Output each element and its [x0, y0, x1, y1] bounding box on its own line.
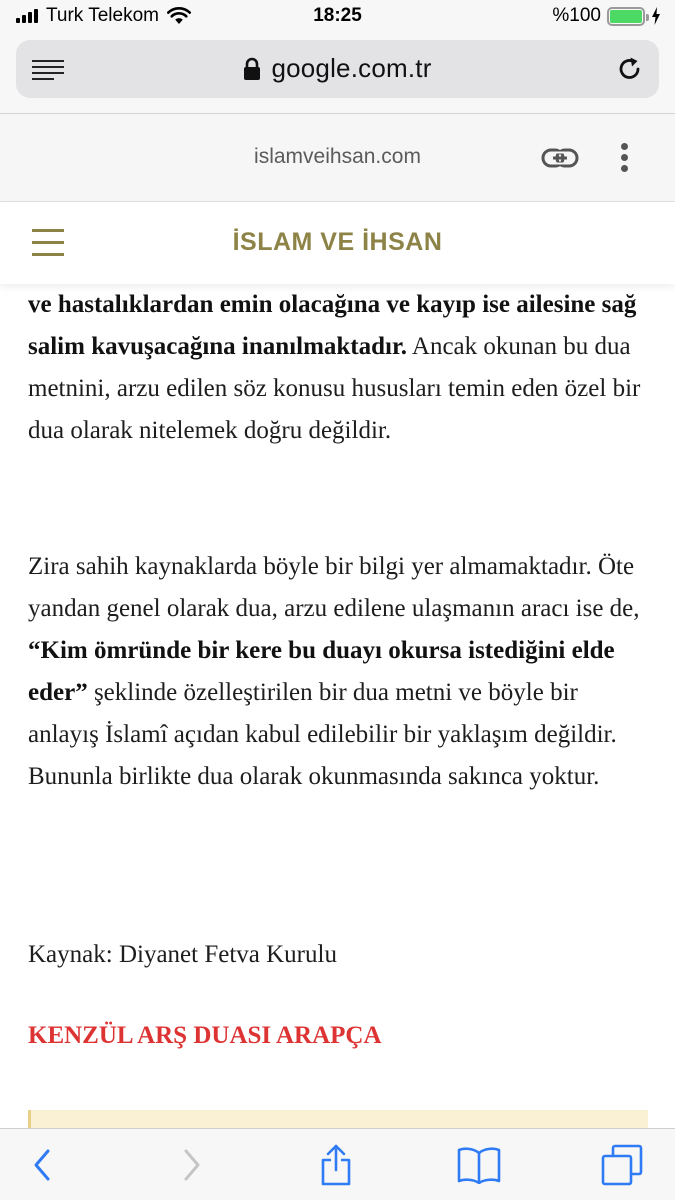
battery-percent: %100 [552, 5, 601, 26]
paragraph-1-text: Ancak okunan bu dua metnini, arzu edilen söz konusu hususları temin eden özel bir dua olarak nitelemek doğru değildir. [28, 333, 641, 444]
battery-icon [607, 7, 645, 26]
site-header [0, 202, 675, 284]
status-right [552, 5, 661, 27]
charging-icon [651, 7, 661, 25]
back-icon [32, 1148, 52, 1182]
share-button[interactable] [318, 1145, 354, 1185]
paragraph-1-bold: ve hastalıklardan emin olacağına ve kayıp ise ailesine sağ salim kavuşacağına inanılmaktadır. [28, 291, 637, 360]
link-icon[interactable] [541, 146, 579, 170]
paragraph-2-start: Zira sahih kaynaklarda böyle bir bilgi yer almamaktadır. Öte yandan genel olarak dua, arzu edilene ulaşmanın aracı ise de, [28, 553, 640, 622]
status-time: 18:25 [313, 5, 362, 26]
more-options-icon[interactable] [619, 143, 629, 173]
carrier-name: Turk Telekom [46, 5, 159, 26]
site-title[interactable]: İSLAM VE İHSAN [232, 228, 443, 256]
article-body [0, 284, 675, 1128]
amp-header [0, 114, 675, 202]
bookmarks-icon [456, 1146, 502, 1184]
status-bar [0, 0, 675, 34]
address-bar[interactable] [16, 40, 659, 98]
paragraph-2-end: şeklinde özelleştirilen bir dua metni ve böyle bir anlayış İslamî açıdan kabul edilebilir bir yaklaşım değildir. Bununla birlikte dua olarak okunmasında sakınca yoktur. [28, 679, 617, 790]
paragraph-2-quote: “Kim ömründe bir kere bu duayı okursa istediğini elde eder” [28, 637, 615, 706]
tabs-icon [601, 1144, 643, 1186]
back-button[interactable] [26, 1145, 58, 1185]
paragraph-2 [28, 546, 648, 798]
forward-icon [182, 1148, 202, 1182]
forward-button[interactable] [176, 1145, 208, 1185]
bottom-toolbar [0, 1128, 675, 1200]
amp-domain[interactable]: islamveihsan.com [254, 145, 421, 168]
share-icon [319, 1144, 353, 1186]
source-line: Kaynak: Diyanet Fetva Kurulu [28, 941, 337, 968]
lock-icon [243, 57, 261, 81]
url-text: google.com.tr [271, 53, 432, 83]
bookmarks-button[interactable] [456, 1145, 502, 1185]
arabic-text-box [28, 1110, 648, 1128]
section-heading: KENZÜL ARŞ DUASI ARAPÇA [28, 1022, 382, 1049]
url-display[interactable] [16, 53, 659, 84]
browser-address-area [0, 34, 675, 114]
tabs-button[interactable] [600, 1145, 644, 1185]
paragraph-1 [28, 284, 648, 452]
reload-icon[interactable] [617, 56, 643, 82]
